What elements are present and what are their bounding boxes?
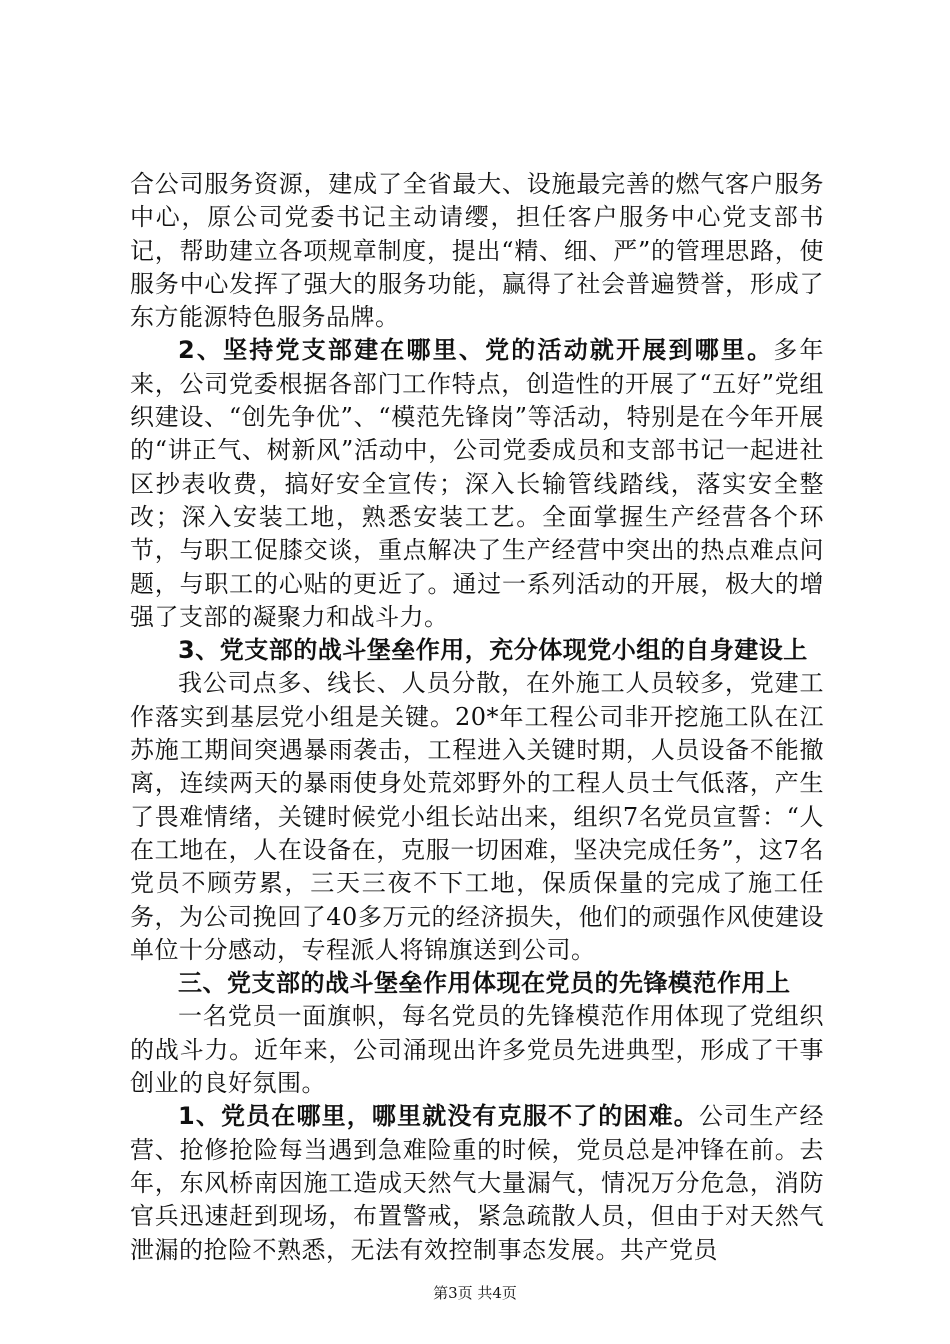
section-heading-three: 三、党支部的战斗堡垒作用体现在党员的先锋模范作用上: [178, 969, 791, 998]
paragraph-4: 我公司点多、线长、人员分散，在外施工人员较多，党建工作落实到基层党小组是关键。20*年工程公司非开挖施工队在江苏施工期间突遇暴雨袭击，工程进入关键时期，人员设备不能撤离，连续两天的暴雨使身处荒郊野外的工程人员士气低落，产生了畏难情绪，关键时候党小组长站出来，组织7名党员宣誓：“人在工地在，人在设备在，克服一切困难，坚决完成任务”，这7名党员不顾劳累，三天三夜不下工地，保质保量的完成了施工任务，为公司挽回了40多万元的经济损失，他们的顽强作风使建设单位十分感动，专程派人将锦旗送到公司。: [130, 669, 824, 964]
paragraph-7-heading: 1、党员在哪里，哪里就没有克服不了的困难。: [178, 1102, 699, 1131]
paragraph-7: [130, 1100, 824, 1266]
page-number-footer: 第3页 共4页: [433, 1284, 517, 1302]
paragraph-2-body: 多年来，公司党委根据各部门工作特点，创造性的开展了“五好”党组织建设、“创先争优”、“模范先锋岗”等活动，特别是在今年开展的“讲正气、树新风”活动中，公司党委成员和支部书记一起进社区抄表收费，搞好安全宣传；深入长输管线踏线，落实安全整改；深入安装工地，熟悉安装工艺。全面掌握生产经营各个环节，与职工促膝交谈，重点解决了生产经营中突出的热点难点问题，与职工的心贴的更近了。通过一系列活动的开展，极大的增强了支部的凝聚力和战斗力。: [130, 336, 824, 631]
paragraph-1: 合公司服务资源，建成了全省最大、设施最完善的燃气客户服务中心，原公司党委书记主动请缨，担任客户服务中心党支部书记，帮助建立各项规章制度，提出“精、细、严”的管理思路，使服务中心发挥了强大的服务功能，赢得了社会普遍赞誉，形成了东方能源特色服务品牌。: [130, 170, 824, 332]
paragraph-2-heading: 2、坚持党支部建在哪里、党的活动就开展到哪里。: [178, 336, 774, 365]
section-heading-3: 3、党支部的战斗堡垒作用，充分体现党小组的自身建设上: [178, 636, 808, 665]
paragraph-2: [130, 334, 824, 634]
paragraph-7-body: 公司生产经营、抢修抢险每当遇到急难险重的时候，党员总是冲锋在前。去年，东风桥南因施工造成天然气大量漏气，情况万分危急，消防官兵迅速赶到现场，布置警戒，紧急疏散人员，但由于对天然气泄漏的抢险不熟悉，无法有效控制事态发展。共产党员: [130, 1102, 824, 1264]
paragraph-6: 一名党员一面旗帜，每名党员的先锋模范作用体现了党组织的战斗力。近年来，公司涌现出许多党员先进典型，形成了干事创业的良好氛围。: [130, 1002, 824, 1098]
document-body: [130, 168, 824, 1267]
